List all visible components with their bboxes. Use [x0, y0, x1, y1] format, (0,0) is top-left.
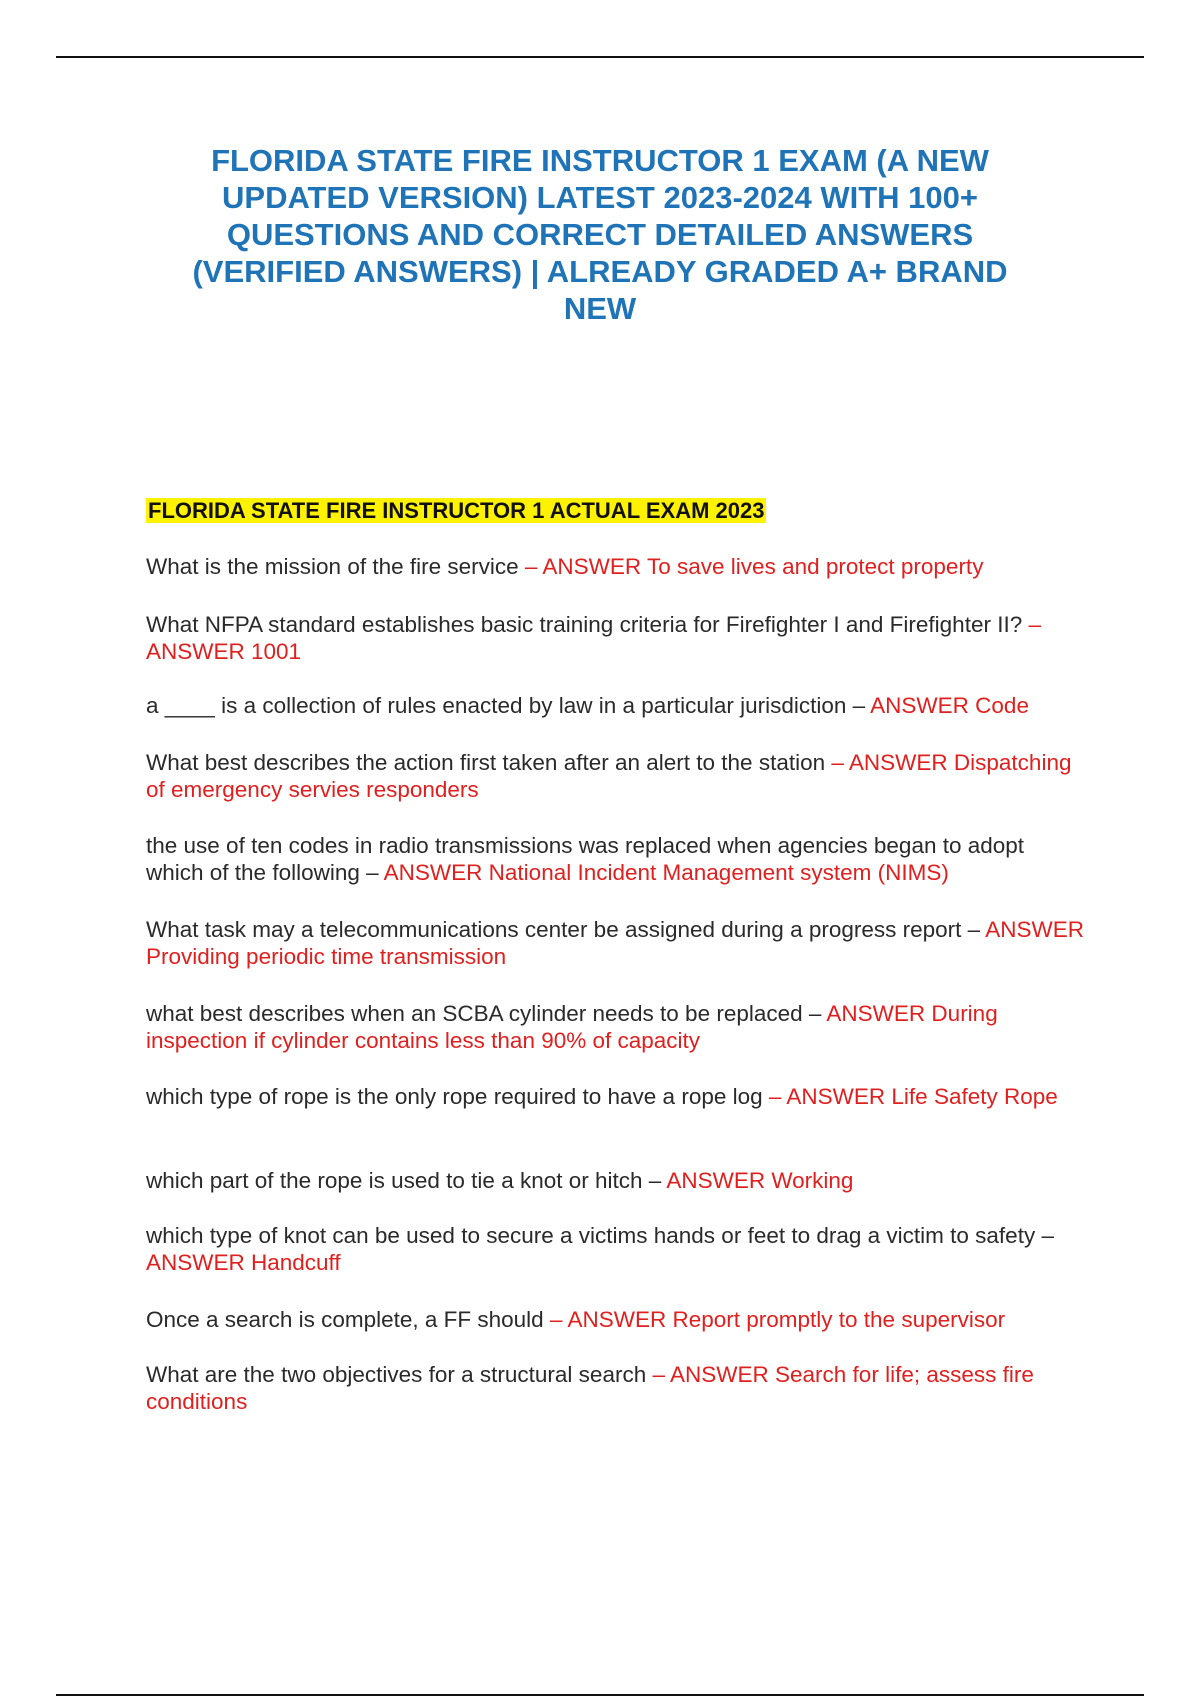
- answer-text: ANSWER During inspection if cylinder contains less than 90% of capacity: [146, 1001, 998, 1053]
- qa-item: [146, 553, 1086, 580]
- bottom-rule: [56, 1694, 1144, 1696]
- answer-text: – ANSWER Search for life; assess fire conditions: [146, 1362, 1034, 1414]
- question-text: What best describes the action first taken after an alert to the station: [146, 750, 832, 775]
- qa-item: [146, 1222, 1086, 1276]
- document-title: FLORIDA STATE FIRE INSTRUCTOR 1 EXAM (A NEW UPDATED VERSION) LATEST 2023-2024 WITH 100+ QUESTIONS AND CORRECT DETAILED ANSWERS (VERIFIED ANSWERS) | ALREADY GRADED A+ BRAND NEW: [192, 143, 1008, 326]
- question-text: Once a search is complete, a FF should: [146, 1307, 550, 1332]
- question-text: a ____ is a collection of rules enacted by law in a particular jurisdiction –: [146, 693, 871, 718]
- section-heading: [146, 497, 766, 525]
- answer-text: – ANSWER 1001: [146, 612, 1041, 664]
- answer-text: ANSWER Handcuff: [146, 1250, 341, 1275]
- question-text: the use of ten codes in radio transmissions was replaced when agencies began to adopt which of the following –: [146, 833, 1025, 885]
- answer-text: – ANSWER Dispatching of emergency servies responders: [146, 750, 1072, 802]
- answer-text: ANSWER Code: [870, 693, 1029, 718]
- qa-item: [146, 1167, 1086, 1194]
- question-text: which type of rope is the only rope required to have a rope log: [146, 1084, 769, 1109]
- answer-text: ANSWER National Incident Management system (NIMS): [383, 860, 949, 885]
- section-heading-text: FLORIDA STATE FIRE INSTRUCTOR 1 ACTUAL EXAM 2023: [148, 498, 765, 523]
- question-text: what best describes when an SCBA cylinder needs to be replaced –: [146, 1001, 827, 1026]
- question-text: What task may a telecommunications center be assigned during a progress report –: [146, 917, 986, 942]
- question-text: What are the two objectives for a structural search: [146, 1362, 653, 1387]
- qa-item: [146, 1306, 1086, 1333]
- question-text: which part of the rope is used to tie a knot or hitch –: [146, 1168, 667, 1193]
- answer-text: – ANSWER To save lives and protect property: [524, 554, 984, 579]
- question-text: What NFPA standard establishes basic training criteria for Firefighter I and Firefighter II?: [146, 612, 1029, 637]
- qa-item: [146, 1000, 1086, 1054]
- qa-item: [146, 916, 1086, 970]
- qa-item: [146, 1361, 1086, 1415]
- qa-item: [146, 611, 1086, 665]
- answer-text: – ANSWER Life Safety Rope: [768, 1084, 1058, 1109]
- qa-item: [146, 692, 1086, 719]
- question-text: which type of knot can be used to secure a victims hands or feet to drag a victim to safety –: [146, 1223, 1054, 1248]
- answer-text: ANSWER Providing periodic time transmission: [146, 917, 1084, 969]
- qa-item: [146, 749, 1086, 803]
- answer-text: ANSWER Working: [666, 1168, 854, 1193]
- answer-text: – ANSWER Report promptly to the supervisor: [549, 1307, 1006, 1332]
- question-text: What is the mission of the fire service: [146, 554, 525, 579]
- top-rule: [56, 56, 1144, 58]
- qa-item: [146, 1083, 1086, 1110]
- qa-item: [146, 832, 1086, 886]
